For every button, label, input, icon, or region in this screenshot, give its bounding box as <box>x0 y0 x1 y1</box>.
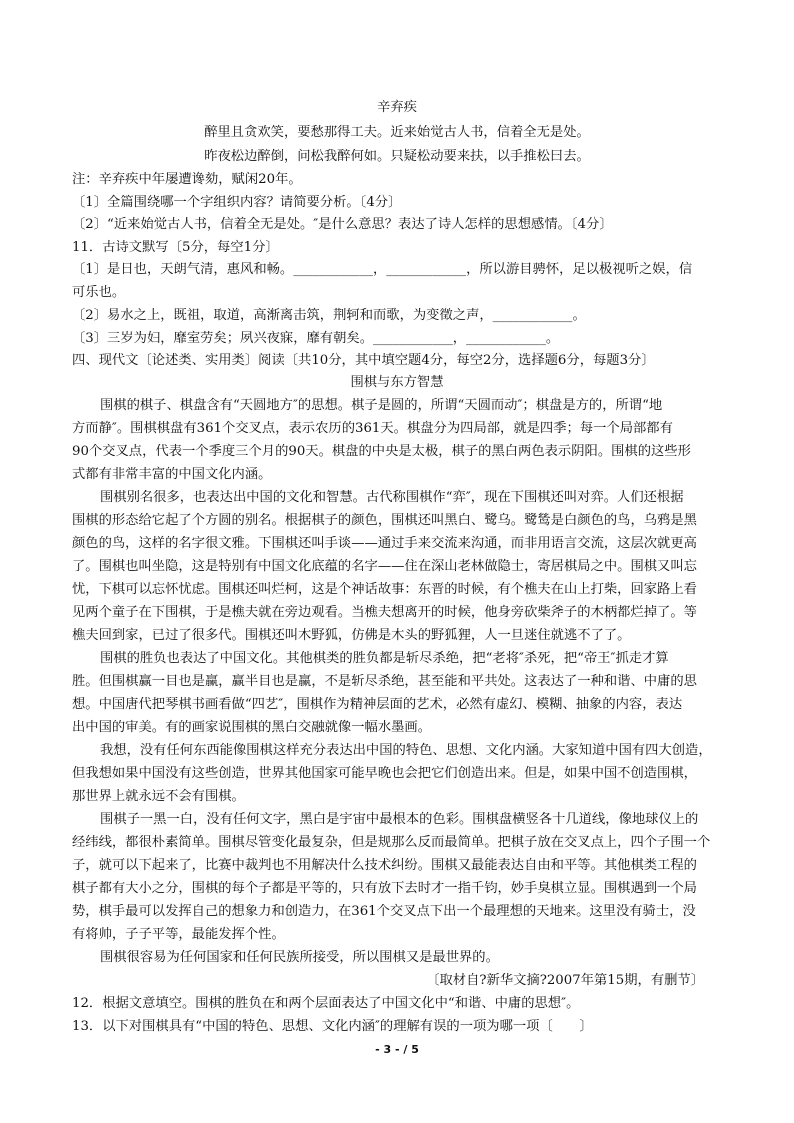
article-p5-line: 有将帅，子子平等，最能发挥个性。 <box>72 927 285 942</box>
article-p4-line: 但我想如果中国没有这些创造，世界其他国家可能早晚也会把它们创造出来。但是，如果中国不创造围棋， <box>72 766 697 781</box>
article-p1-line: 方而静″。围棋棋盘有361个交叉点，表示农历的361天。棋盘分为四局部，就是四季；每一个局部都有 <box>72 421 673 436</box>
article-p4-line: 那世界上就永远不会有围棋。 <box>72 789 245 804</box>
article-p2-line: 围棋的形态给它起了个方圆的别名。根据棋子的颜色，围棋还叫黑白、鹭乌。鹭鸶是白颜色的鸟，乌鸦是黑 <box>72 513 697 528</box>
article-title: 围棋与东方智慧 <box>350 375 444 390</box>
question-11-1-cont: 可乐也。 <box>72 285 126 300</box>
article-p2-line: 围棋别名很多，也表达出中国的文化和智慧。古代称围棋作“弈″，现在下围棋还叫对弈。人们还根据 <box>100 490 684 505</box>
article-p2-line: 樵夫回到家，已过了很多代。围棋还叫木野狐，仿佛是木头的野狐狸，人一旦迷住就逃不了了。 <box>72 628 631 643</box>
article-p4-line: 我想，没有任何东西能像围棋这样充分表达出中国的特色、思想、文化内涵。大家知道中国有四大创造， <box>100 743 712 758</box>
question-11-3: 〔3〕三岁为妇，靡室劳矣；夙兴夜寐，靡有朝矣。____________，____________。 <box>72 331 560 346</box>
article-p3-line: 围棋的胜负也表达了中国文化。其他棋类的胜负都是斩尽杀绝，把“老将″杀死，把“帝王″抓走才算 <box>100 651 669 666</box>
question-11-1: 〔1〕是日也，天朗气清，惠风和畅。____________，____________，所以游目骋怀，足以极视听之娱，信 <box>72 262 693 277</box>
question-10-2: 〔2〕“近来始觉古人书，信着全无是处。″是什么意思？表达了诗人怎样的思想感情。〔4分〕 <box>72 217 613 232</box>
question-12: 12．根据文意填空。围棋的胜负在和两个层面表达了中国文化中“和谐、中庸的思想″。 <box>72 996 580 1011</box>
poem-note: 注：辛弃疾中年屡遭谗劾，赋闲20年。 <box>72 172 302 187</box>
article-p5-line: 势，棋手最可以发挥自己的想象力和创造力，在361个交叉点下出一个最理想的天地来。这里没有骑士，没 <box>72 904 696 919</box>
question-11-2: 〔2〕易水之上，既祖，取道，高渐离击筑，荆轲和而歌，为变徵之声，____________。 <box>72 308 586 323</box>
article-p5-line: 子，就可以下起来了，比赛中裁判也不用解决什么技术纠纷。围棋又最能表达自由和平等。其他棋类工程的 <box>72 858 697 873</box>
page-number: - 3 - / 5 <box>375 1043 419 1056</box>
question-13: 13．以下对围棋具有“中国的特色、思想、文化内涵″的理解有误的一项为哪一项〔 〕 <box>72 1019 593 1034</box>
article-p6: 围棋很容易为任何国家和任何民族所接受，所以围棋又是最世界的。 <box>100 950 499 965</box>
article-p3-line: 想。中国唐代把琴棋书画看做“四艺″，围棋作为精神层面的艺术，必然有虚幻、模糊、抽象的内容，表达 <box>72 697 683 712</box>
poem-line-1: 醉里且贪欢笑，要愁那得工夫。近来始觉古人书，信着全无是处。 <box>204 125 590 140</box>
poem-line-2: 昨夜松边醉倒，问松我醉何如。只疑松动要来扶，以手推松曰去。 <box>204 149 590 164</box>
article-p3-line: 胜。但围棋赢一目也是赢，赢半目也是赢，不是斩尽杀绝，甚至能和平共处。这表达了一种和谐、中庸的思 <box>72 674 697 689</box>
article-p5-line: 围棋子一黑一白，没有任何文字，黑白是宇宙中最根本的色彩。围棋盘横竖各十几道线，像地球仪上的 <box>100 812 699 827</box>
article-p1-line: 围棋的棋子、棋盘含有“天圆地方″的思想。棋子是圆的，所谓“天圆而动″；棋盘是方的，所谓“地 <box>100 398 663 413</box>
article-p2-line: 了。围棋也叫坐隐，这是特别有中国文化底蕴的名字——住在深山老林做隐士，寄居棋局之中。围棋又叫忘 <box>72 559 697 574</box>
article-p2-line: 颜色的鸟，这样的名字很文雅。下围棋还叫手谈——通过手来交流来沟通，而非用语言交流，这层次就更高 <box>72 536 697 551</box>
article-p3-line: 出中国的审美。有的画家说围棋的黑白交融就像一幅水墨画。 <box>72 720 432 735</box>
question-10-1: 〔1〕全篇围绕哪一个字组织内容？请简要分析。〔4分〕 <box>72 195 402 210</box>
article-p2-line: 见两个童子在下围棋，于是樵夫就在旁边观看。当樵夫想离开的时候，他身旁砍柴斧子的木柄都烂掉了。等 <box>72 605 697 620</box>
article-p2-line: 忧，下棋可以忘怀忧虑。围棋还叫烂柯，这是个神话故事：东晋的时候，有个樵夫在山上打柴，回家路上看 <box>72 582 697 597</box>
article-p5-line: 棋子都有大小之分，围棋的每个子都是平等的，只有放下去时才一指千钧，妙手臭棋立显。围棋遇到一个局 <box>72 881 697 896</box>
article-p1-line: 式都有非常丰富的中国文化内涵。 <box>72 467 272 482</box>
article-p5-line: 经纬线，都很朴素简单。围棋尽管变化最复杂，但是规那么反而最简单。把棋子放在交叉点上，四个子围一个 <box>72 835 711 850</box>
question-11-heading: 11．古诗文默写〔5分，每空1分〕 <box>72 240 279 255</box>
article-source: 〔取材自?新华文摘?2007年第15期，有删节〕 <box>426 973 704 988</box>
poem-title: 辛弃疾 <box>377 100 417 115</box>
section-4-heading: 四、现代文〔论述类、实用类〕阅读〔共10分，其中填空题4分，每空2分，选择题6分，每题3分〕 <box>72 353 655 368</box>
article-p1-line: 90个交叉点，代表一个季度三个月的90天。棋盘的中央是太极，棋子的黑白两色表示阴阳。围棋的这些形 <box>72 444 691 459</box>
